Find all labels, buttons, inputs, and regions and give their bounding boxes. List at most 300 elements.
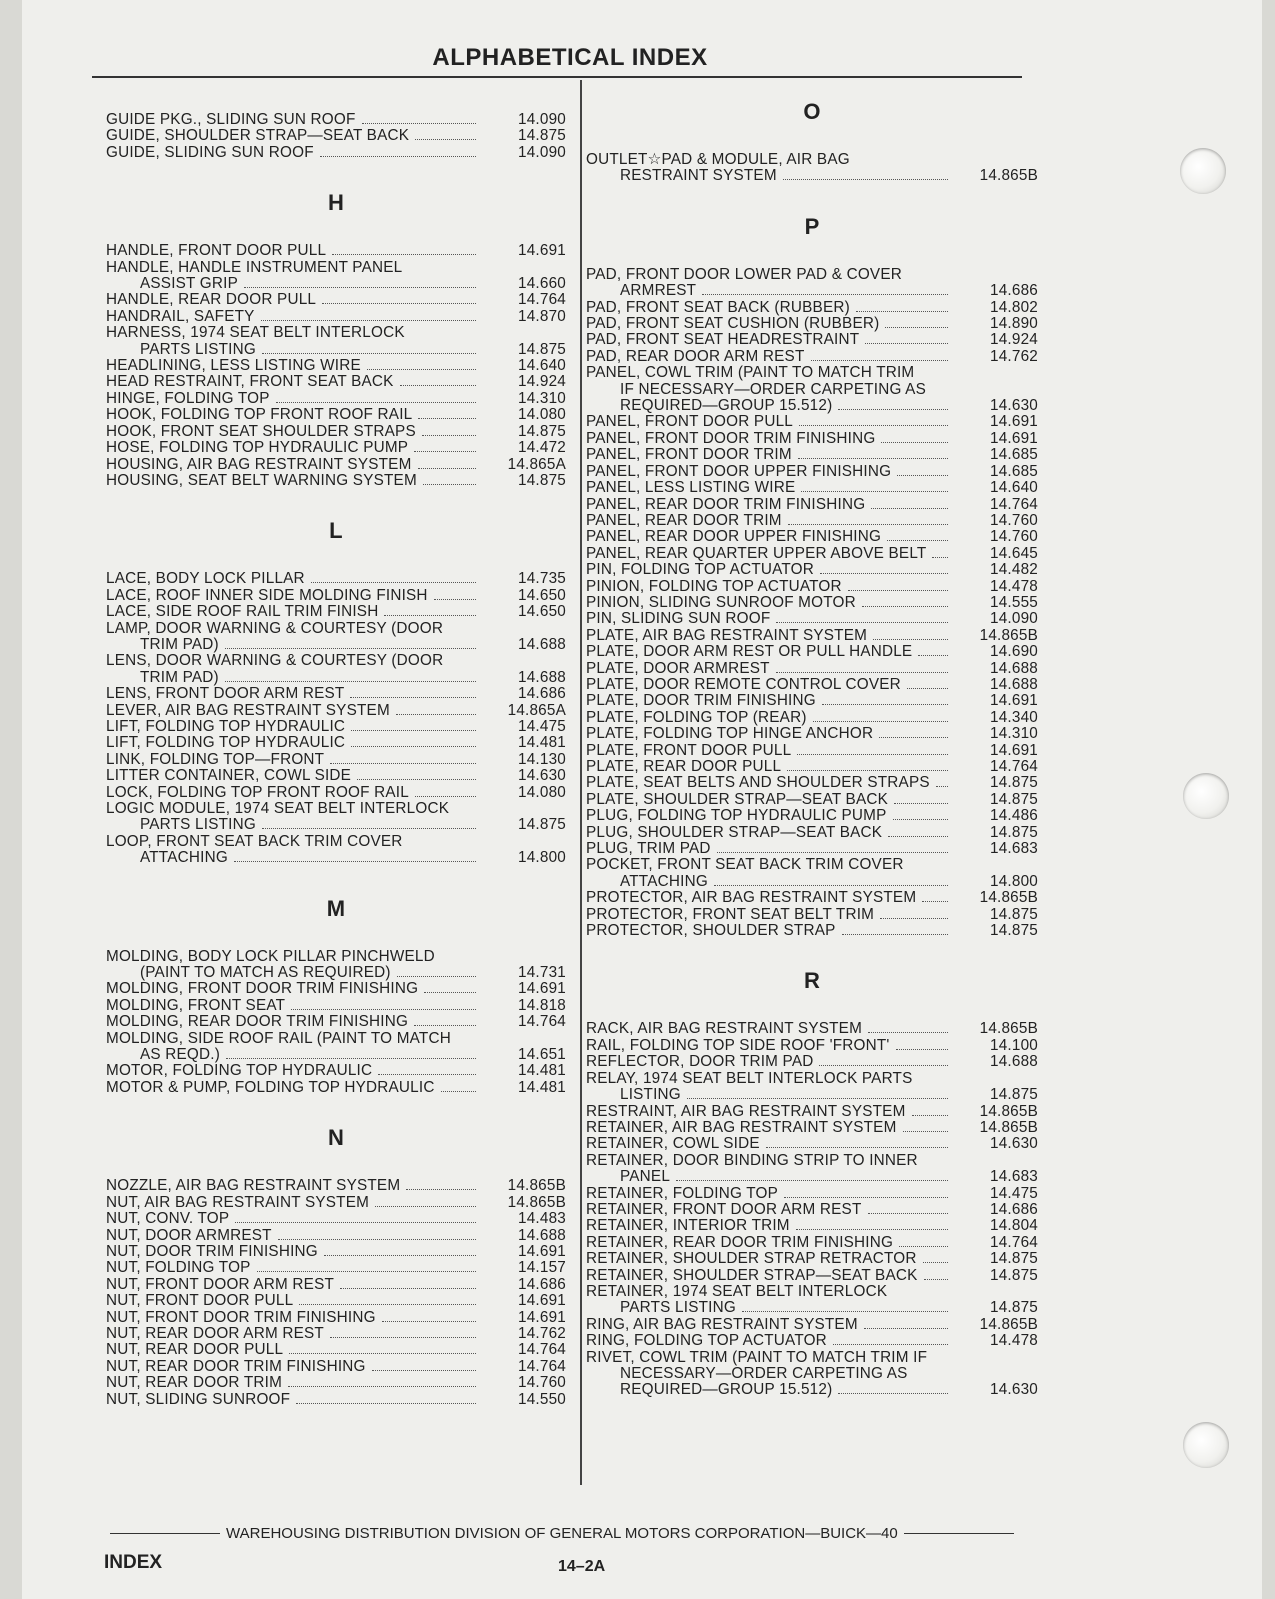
entry-row bbox=[106, 998, 566, 1014]
entry-page-ref: 14.685 bbox=[990, 446, 1038, 464]
entry-row bbox=[106, 128, 566, 144]
index-column-left bbox=[106, 112, 566, 1408]
entry-row bbox=[586, 661, 1038, 677]
dot-leader bbox=[311, 582, 476, 583]
entry-page-ref: 14.691 bbox=[518, 242, 566, 260]
index-entry bbox=[586, 1054, 1038, 1070]
entry-text: LINK, FOLDING TOP—FRONT bbox=[106, 750, 325, 768]
index-entry bbox=[106, 768, 566, 784]
entry-row bbox=[106, 719, 566, 735]
entry-page-ref: 14.760 bbox=[990, 528, 1038, 546]
entry-row bbox=[586, 710, 1038, 726]
entry-row bbox=[586, 513, 1038, 529]
entry-page-ref: 14.875 bbox=[518, 422, 566, 440]
index-entry bbox=[106, 1359, 566, 1375]
dot-leader bbox=[400, 385, 476, 386]
index-entry bbox=[586, 825, 1038, 841]
entry-text: MOLDING, BODY LOCK PILLAR PINCHWELD bbox=[106, 947, 435, 965]
index-entry bbox=[106, 292, 566, 308]
entry-page-ref: 14.090 bbox=[518, 143, 566, 161]
entry-text: PLATE, DOOR TRIM FINISHING bbox=[586, 692, 816, 710]
entry-row bbox=[586, 283, 1038, 299]
index-entry bbox=[586, 562, 1038, 578]
entry-page-ref: 14.481 bbox=[518, 1078, 566, 1096]
entry-text: POCKET, FRONT SEAT BACK TRIM COVER bbox=[586, 856, 904, 874]
entry-row bbox=[106, 604, 566, 620]
dot-leader bbox=[936, 786, 948, 787]
dot-leader bbox=[234, 861, 476, 862]
entry-text: RETAINER, FOLDING TOP bbox=[586, 1184, 779, 1202]
index-entry bbox=[586, 907, 1038, 923]
index-entry bbox=[586, 1284, 1038, 1317]
entry-row bbox=[106, 1244, 566, 1260]
entry-row bbox=[586, 1104, 1038, 1120]
section-letter-p: P bbox=[804, 213, 820, 239]
index-entry bbox=[106, 391, 566, 407]
index-entry bbox=[586, 365, 1038, 414]
entry-row bbox=[106, 1342, 566, 1358]
index-entry bbox=[586, 267, 1038, 300]
dot-leader bbox=[822, 704, 948, 705]
entry-page-ref: 14.478 bbox=[990, 577, 1038, 595]
entry-page-ref: 14.764 bbox=[518, 291, 566, 309]
entry-page-ref: 14.865B bbox=[979, 1020, 1038, 1038]
dot-leader bbox=[899, 1246, 948, 1247]
dot-leader bbox=[766, 1147, 948, 1148]
section-letter-m: M bbox=[326, 895, 346, 921]
entry-page-ref: 14.865B bbox=[979, 1315, 1038, 1333]
entry-page-ref: 14.690 bbox=[990, 643, 1038, 661]
entry-text: RETAINER, SHOULDER STRAP—SEAT BACK bbox=[586, 1266, 918, 1284]
dot-leader bbox=[291, 1009, 476, 1010]
entry-row bbox=[106, 1211, 566, 1227]
index-entry bbox=[586, 710, 1038, 726]
index-entry bbox=[106, 719, 566, 735]
dot-leader bbox=[871, 508, 948, 509]
index-entry bbox=[106, 801, 566, 834]
index-entry bbox=[106, 309, 566, 325]
entry-page-ref: 14.478 bbox=[990, 1332, 1038, 1350]
index-entry bbox=[586, 464, 1038, 480]
entry-page-ref: 14.630 bbox=[990, 397, 1038, 415]
index-entry bbox=[106, 1342, 566, 1358]
entry-row bbox=[106, 1063, 566, 1079]
dot-leader bbox=[932, 557, 948, 558]
index-entry bbox=[106, 1277, 566, 1293]
dot-leader bbox=[261, 320, 476, 321]
dot-leader bbox=[340, 1288, 476, 1289]
entry-page-ref: 14.688 bbox=[990, 675, 1038, 693]
entry-text: RING, FOLDING TOP ACTUATOR bbox=[586, 1332, 827, 1350]
entry-text: LEVER, AIR BAG RESTRAINT SYSTEM bbox=[106, 701, 390, 719]
entry-row bbox=[106, 391, 566, 407]
dot-leader bbox=[244, 287, 476, 288]
dot-leader bbox=[848, 590, 948, 591]
entry-text: PANEL, REAR DOOR TRIM bbox=[586, 511, 782, 529]
entry-row bbox=[106, 342, 566, 358]
index-entry bbox=[106, 260, 566, 293]
entry-page-ref: 14.865B bbox=[979, 889, 1038, 907]
entry-text: LACE, SIDE ROOF RAIL TRIM FINISH bbox=[106, 603, 379, 621]
dot-leader bbox=[897, 475, 948, 476]
entry-text: NUT, FOLDING TOP bbox=[106, 1259, 251, 1277]
title-rule bbox=[92, 76, 1022, 78]
entry-page-ref: 14.080 bbox=[518, 783, 566, 801]
index-entry bbox=[106, 1260, 566, 1276]
entry-text: LIFT, FOLDING TOP HYDRAULIC bbox=[106, 717, 346, 735]
entry-page-ref: 14.762 bbox=[518, 1324, 566, 1342]
entry-row bbox=[586, 775, 1038, 791]
entry-row bbox=[106, 768, 566, 784]
entry-row bbox=[586, 825, 1038, 841]
index-entry bbox=[106, 1195, 566, 1211]
index-entry bbox=[586, 1218, 1038, 1234]
entry-text: NUT, REAR DOOR PULL bbox=[106, 1341, 284, 1359]
entry-page-ref: 14.555 bbox=[990, 593, 1038, 611]
entry-row bbox=[106, 276, 566, 292]
entry-row bbox=[106, 1293, 566, 1309]
entry-row bbox=[586, 398, 1038, 414]
dot-leader bbox=[798, 458, 948, 459]
entry-page-ref: 14.890 bbox=[990, 315, 1038, 333]
index-entry bbox=[586, 332, 1038, 348]
entry-page-ref: 14.683 bbox=[990, 840, 1038, 858]
entry-page-ref: 14.875 bbox=[518, 127, 566, 145]
entry-row bbox=[586, 316, 1038, 332]
entry-row bbox=[586, 1054, 1038, 1070]
entry-row bbox=[106, 1014, 566, 1030]
index-entry bbox=[106, 1063, 566, 1079]
index-entry bbox=[586, 300, 1038, 316]
entry-row bbox=[586, 332, 1038, 348]
index-entry bbox=[586, 923, 1038, 939]
entry-text: HANDLE, FRONT DOOR PULL bbox=[106, 242, 327, 260]
index-entry bbox=[106, 1293, 566, 1309]
entry-page-ref: 14.481 bbox=[518, 734, 566, 752]
index-entry bbox=[106, 440, 566, 456]
dot-leader bbox=[299, 1304, 476, 1305]
entry-text-continued: ATTACHING bbox=[140, 849, 228, 867]
entry-text: PLATE, REAR DOOR PULL bbox=[586, 758, 782, 775]
index-entry bbox=[586, 792, 1038, 808]
entry-text: RETAINER, DOOR BINDING STRIP TO INNER bbox=[586, 1151, 918, 1169]
entry-text: HOSE, FOLDING TOP HYDRAULIC PUMP bbox=[106, 439, 409, 457]
index-entry bbox=[106, 588, 566, 604]
index-entry bbox=[586, 1104, 1038, 1120]
index-entry bbox=[586, 414, 1038, 430]
entry-row bbox=[106, 1080, 566, 1096]
entry-page-ref: 14.875 bbox=[990, 774, 1038, 792]
dot-leader bbox=[225, 681, 476, 682]
index-entry bbox=[586, 579, 1038, 595]
dot-leader bbox=[415, 796, 476, 797]
dot-leader bbox=[226, 1058, 476, 1059]
entry-text: LOCK, FOLDING TOP FRONT ROOF RAIL bbox=[106, 783, 409, 801]
entry-page-ref: 14.550 bbox=[518, 1390, 566, 1408]
index-entry bbox=[586, 1350, 1038, 1399]
entry-row bbox=[106, 850, 566, 866]
dot-leader bbox=[813, 721, 948, 722]
dot-leader bbox=[288, 1386, 476, 1387]
entry-text: LITTER CONTAINER, COWL SIDE bbox=[106, 767, 352, 785]
entry-text: MOTOR & PUMP, FOLDING TOP HYDRAULIC bbox=[106, 1078, 435, 1096]
entry-text: PLUG, SHOULDER STRAP—SEAT BACK bbox=[586, 823, 883, 841]
entry-row bbox=[106, 243, 566, 259]
entry-text: PANEL, REAR DOOR UPPER FINISHING bbox=[586, 528, 882, 546]
entry-page-ref: 14.875 bbox=[990, 790, 1038, 808]
dot-leader bbox=[868, 1213, 949, 1214]
entry-text: PROTECTOR, AIR BAG RESTRAINT SYSTEM bbox=[586, 889, 917, 907]
entry-text: LOOP, FRONT SEAT BACK TRIM COVER bbox=[106, 832, 403, 850]
entry-text: HOUSING, SEAT BELT WARNING SYSTEM bbox=[106, 471, 417, 489]
index-entry bbox=[106, 604, 566, 620]
index-column-right bbox=[586, 100, 1038, 1399]
entry-text: PAD, REAR DOOR ARM REST bbox=[586, 347, 805, 365]
binder-hole-middle bbox=[1183, 773, 1229, 819]
entry-page-ref: 14.691 bbox=[990, 429, 1038, 447]
entry-page-ref: 14.310 bbox=[518, 389, 566, 407]
dot-leader bbox=[434, 599, 476, 600]
entry-page-ref: 14.764 bbox=[990, 1233, 1038, 1251]
entry-row bbox=[106, 981, 566, 997]
index-entry bbox=[586, 1136, 1038, 1152]
dot-leader bbox=[783, 179, 948, 180]
entry-text: LACE, BODY LOCK PILLAR bbox=[106, 570, 305, 588]
entry-row bbox=[586, 1218, 1038, 1234]
entry-row bbox=[106, 670, 566, 686]
index-entry bbox=[586, 431, 1038, 447]
index-entry bbox=[106, 1031, 566, 1064]
entry-page-ref: 14.875 bbox=[990, 1250, 1038, 1268]
footer-division-line bbox=[104, 1525, 1054, 1542]
entry-text: RETAINER, FRONT DOOR ARM REST bbox=[586, 1200, 862, 1218]
dot-leader bbox=[702, 294, 948, 295]
entry-text: PLATE, FOLDING TOP HINGE ANCHOR bbox=[586, 725, 874, 743]
index-entry bbox=[586, 841, 1038, 857]
dot-leader bbox=[362, 123, 476, 124]
entry-page-ref: 14.686 bbox=[518, 1275, 566, 1293]
entry-page-ref: 14.651 bbox=[518, 1046, 566, 1064]
index-entry bbox=[586, 546, 1038, 562]
entry-page-ref: 14.875 bbox=[990, 1299, 1038, 1317]
entry-row bbox=[586, 677, 1038, 693]
index-entry bbox=[106, 621, 566, 654]
entry-text: PANEL, FRONT DOOR TRIM FINISHING bbox=[586, 429, 876, 447]
entry-text: PANEL, LESS LISTING WIRE bbox=[586, 479, 796, 497]
entry-page-ref: 14.875 bbox=[990, 1086, 1038, 1104]
entry-text-continued: REQUIRED—GROUP 15.512) bbox=[620, 397, 833, 415]
index-entry bbox=[106, 981, 566, 997]
entry-row bbox=[586, 562, 1038, 578]
page-title: ALPHABETICAL INDEX bbox=[432, 44, 708, 71]
entry-text: MOLDING, FRONT DOOR TRIM FINISHING bbox=[106, 980, 419, 998]
entry-row bbox=[106, 703, 566, 719]
dot-leader bbox=[714, 885, 948, 886]
entry-page-ref: 14.650 bbox=[518, 603, 566, 621]
entry-text: HINGE, FOLDING TOP bbox=[106, 389, 270, 407]
entry-row bbox=[106, 1277, 566, 1293]
index-entry bbox=[106, 1326, 566, 1342]
entry-text: HEAD RESTRAINT, FRONT SEAT BACK bbox=[106, 373, 394, 391]
entry-text: PLATE, SHOULDER STRAP—SEAT BACK bbox=[586, 790, 889, 808]
entry-text-continued: PANEL bbox=[620, 1168, 671, 1186]
index-entry bbox=[106, 457, 566, 473]
entry-page-ref: 14.764 bbox=[990, 758, 1038, 775]
entry-row bbox=[106, 1310, 566, 1326]
section-letter-r: R bbox=[803, 968, 821, 994]
entry-text: PROTECTOR, FRONT SEAT BELT TRIM bbox=[586, 905, 875, 923]
entry-row bbox=[586, 1333, 1038, 1349]
entry-page-ref: 14.875 bbox=[990, 1266, 1038, 1284]
dot-leader bbox=[887, 540, 948, 541]
footer-rule-left bbox=[110, 1533, 220, 1534]
entry-row bbox=[586, 611, 1038, 627]
entry-text: HOOK, FOLDING TOP FRONT ROOF RAIL bbox=[106, 406, 413, 424]
entry-text: MOLDING, FRONT SEAT bbox=[106, 996, 286, 1014]
entry-row bbox=[106, 473, 566, 489]
index-entry bbox=[586, 1251, 1038, 1267]
entry-text: NUT, SLIDING SUNROOF bbox=[106, 1390, 291, 1408]
index-entry bbox=[586, 743, 1038, 759]
index-entry bbox=[106, 735, 566, 751]
index-entry bbox=[106, 703, 566, 719]
dot-leader bbox=[423, 484, 476, 485]
index-entry bbox=[586, 447, 1038, 463]
index-entry bbox=[586, 1268, 1038, 1284]
entry-text: RESTRAINT, AIR BAG RESTRAINT SYSTEM bbox=[586, 1102, 906, 1120]
entry-text: NUT, FRONT DOOR PULL bbox=[106, 1292, 294, 1310]
entry-text: PANEL, REAR DOOR TRIM FINISHING bbox=[586, 495, 866, 513]
dot-leader bbox=[330, 763, 476, 764]
entry-text: LAMP, DOOR WARNING & COURTESY (DOOR bbox=[106, 619, 444, 637]
entry-row bbox=[586, 1235, 1038, 1251]
entry-page-ref: 14.645 bbox=[990, 544, 1038, 562]
dot-leader bbox=[856, 311, 948, 312]
entry-row bbox=[586, 546, 1038, 562]
entry-row bbox=[586, 1202, 1038, 1218]
section-letter-l: L bbox=[329, 518, 343, 544]
index-entry bbox=[586, 1021, 1038, 1037]
index-entry bbox=[106, 424, 566, 440]
entry-text: NUT, CONV. TOP bbox=[106, 1210, 230, 1228]
index-entry bbox=[586, 529, 1038, 545]
index-entry bbox=[106, 1228, 566, 1244]
entry-page-ref: 14.650 bbox=[518, 586, 566, 604]
dot-leader bbox=[922, 901, 948, 902]
entry-row bbox=[586, 1186, 1038, 1202]
entry-page-ref: 14.691 bbox=[990, 741, 1038, 759]
dot-leader bbox=[742, 1311, 948, 1312]
dot-leader bbox=[276, 402, 476, 403]
entry-text: RAIL, FOLDING TOP SIDE ROOF 'FRONT' bbox=[586, 1036, 890, 1054]
entry-text: HANDLE, REAR DOOR PULL bbox=[106, 291, 317, 309]
dot-leader bbox=[880, 918, 948, 919]
entry-row bbox=[586, 841, 1038, 857]
entry-row bbox=[106, 1178, 566, 1194]
entry-text: PLUG, TRIM PAD bbox=[586, 840, 711, 858]
dot-leader bbox=[801, 491, 948, 492]
index-entry bbox=[586, 661, 1038, 677]
entry-text: PIN, FOLDING TOP ACTUATOR bbox=[586, 561, 814, 579]
index-entry bbox=[586, 1038, 1038, 1054]
dot-leader bbox=[885, 327, 948, 328]
index-entry bbox=[106, 243, 566, 259]
entry-text: GUIDE, SHOULDER STRAP—SEAT BACK bbox=[106, 127, 410, 145]
entry-page-ref: 14.764 bbox=[990, 495, 1038, 513]
entry-row bbox=[586, 923, 1038, 939]
index-entry bbox=[106, 949, 566, 982]
page-number: 14–2A bbox=[558, 1558, 606, 1575]
index-entry bbox=[106, 834, 566, 867]
dot-leader bbox=[868, 1032, 948, 1033]
dot-leader bbox=[893, 819, 948, 820]
entry-text-continued: ASSIST GRIP bbox=[140, 275, 238, 293]
index-entry bbox=[106, 1014, 566, 1030]
entry-page-ref: 14.310 bbox=[990, 725, 1038, 743]
entry-text: PANEL, COWL TRIM (PAINT TO MATCH TRIM bbox=[586, 364, 915, 382]
index-entry bbox=[586, 480, 1038, 496]
entry-row bbox=[106, 1359, 566, 1375]
entry-text-continued: ARMREST bbox=[620, 282, 697, 300]
dot-leader bbox=[351, 730, 476, 731]
entry-row bbox=[586, 693, 1038, 709]
entry-text: RELAY, 1974 SEAT BELT INTERLOCK PARTS bbox=[586, 1069, 913, 1087]
entry-page-ref: 14.688 bbox=[518, 635, 566, 653]
entry-row bbox=[586, 759, 1038, 775]
entry-row bbox=[106, 424, 566, 440]
entry-page-ref: 14.691 bbox=[990, 413, 1038, 431]
dot-leader bbox=[320, 156, 476, 157]
entry-page-ref: 14.924 bbox=[518, 373, 566, 391]
index-entry bbox=[586, 775, 1038, 791]
entry-text: PLUG, FOLDING TOP HYDRAULIC PUMP bbox=[586, 807, 887, 825]
entry-text: NUT, AIR BAG RESTRAINT SYSTEM bbox=[106, 1193, 370, 1211]
entry-row bbox=[586, 414, 1038, 430]
entry-text: HANDRAIL, SAFETY bbox=[106, 307, 255, 325]
entry-row bbox=[586, 447, 1038, 463]
entry-text: HEADLINING, LESS LISTING WIRE bbox=[106, 357, 361, 375]
entry-row bbox=[586, 349, 1038, 365]
index-entry bbox=[586, 1202, 1038, 1218]
entry-page-ref: 14.762 bbox=[990, 347, 1038, 365]
index-entry bbox=[586, 152, 1038, 185]
entry-page-ref: 14.688 bbox=[990, 1053, 1038, 1071]
entry-row bbox=[106, 817, 566, 833]
entry-text: MOLDING, SIDE ROOF RAIL (PAINT TO MATCH bbox=[106, 1029, 451, 1047]
entry-row bbox=[106, 112, 566, 128]
dot-leader bbox=[415, 139, 476, 140]
index-entry bbox=[106, 358, 566, 374]
entry-row bbox=[586, 644, 1038, 660]
entry-text-continued: TRIM PAD) bbox=[140, 635, 219, 653]
entry-page-ref: 14.483 bbox=[518, 1210, 566, 1228]
entry-row bbox=[586, 595, 1038, 611]
entry-page-ref: 14.100 bbox=[990, 1036, 1038, 1054]
entry-row bbox=[106, 1260, 566, 1276]
entry-row bbox=[106, 1047, 566, 1063]
entry-text: PROTECTOR, SHOULDER STRAP bbox=[586, 922, 836, 940]
entry-text: LACE, ROOF INNER SIDE MOLDING FINISH bbox=[106, 586, 428, 604]
entry-text-continued: LISTING bbox=[620, 1086, 681, 1104]
dot-leader bbox=[262, 828, 476, 829]
entry-row bbox=[106, 374, 566, 390]
entry-page-ref: 14.875 bbox=[518, 340, 566, 358]
dot-leader bbox=[351, 746, 476, 747]
dot-leader bbox=[382, 1321, 476, 1322]
dot-leader bbox=[833, 1344, 948, 1345]
entry-text-continued: AS REQD.) bbox=[140, 1046, 220, 1064]
index-entry bbox=[586, 497, 1038, 513]
